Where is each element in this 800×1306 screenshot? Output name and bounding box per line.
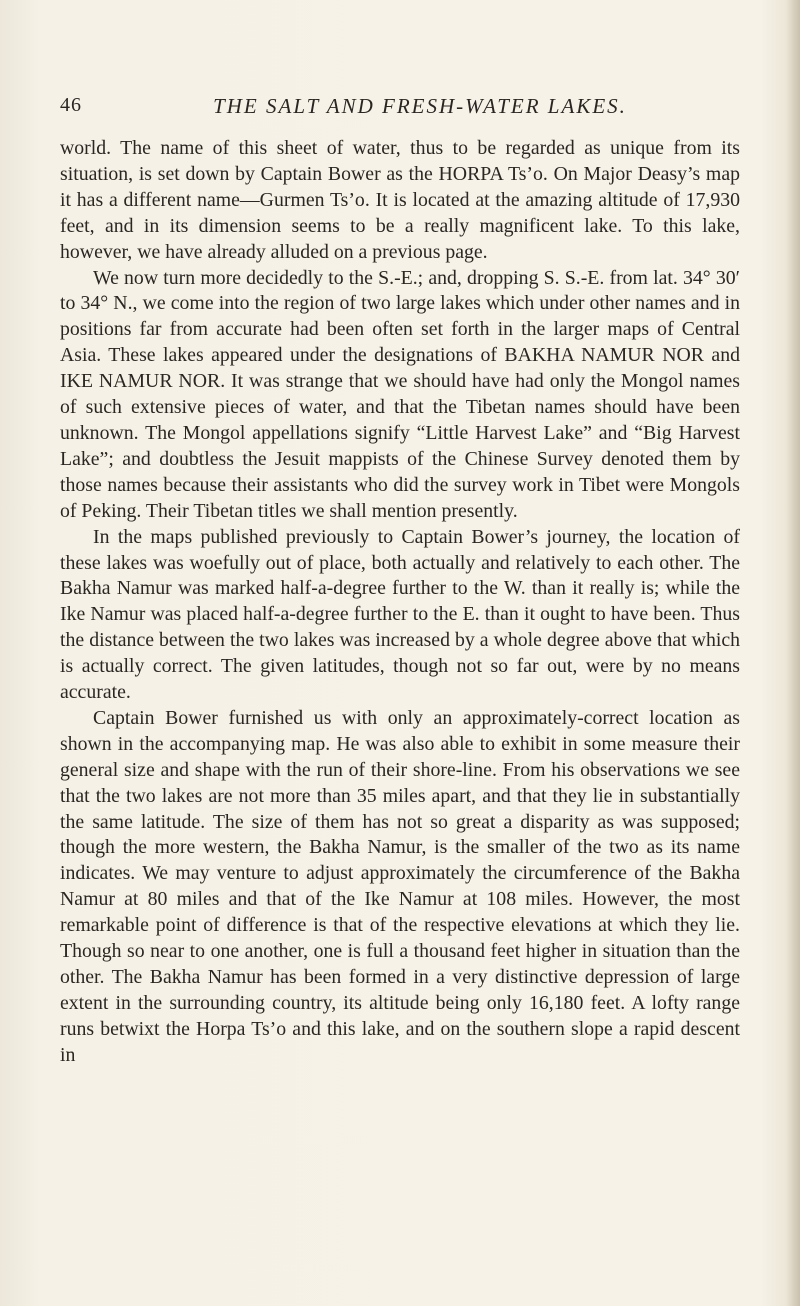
paragraph-2: We now turn more decidedly to the S.-E.; and, dropping S. S.-E. from lat. 34° 30′ to 34° N., we come into the region of two large lakes which under other names and in positions far from accurate had been often set forth in the larger maps of Central Asia. These lakes appeared under the designations of BAKHA NAMUR NOR and IKE NAMUR NOR. It was strange that we should have had only the Mongol names of such extensive pieces of water, and that the Tibetan names should have been unknown. The Mongol appellations signify “Little Harvest Lake” and “Big Harvest Lake”; and doubtless the Jesuit mappists of the Chinese Survey denoted them by those names because their assistants who did the survey work in Tibet were Mongols of Peking. Their Tibetan titles we shall mention presently. bbox=[60, 266, 740, 522]
paragraph-1: world. The name of this sheet of water, thus to be regarded as unique from its situation, is set down by Captain Bower as the HORPA Ts’o. On Major Deasy’s map it has a different name—Gurmen Ts’o. It is located at the amazing altitude of 17,930 feet, and in its dimension seems to be a really magnificent lake. To this lake, however, we have already alluded on a previous page. bbox=[60, 137, 740, 263]
page-edge-shadow bbox=[786, 0, 800, 1306]
page-number: 46 bbox=[60, 94, 82, 116]
paragraph-3: In the maps published previously to Captain Bower’s journey, the location of these lakes was woefully out of place, both actually and relatively to each other. The Bakha Namur was marked half-a-degree further to the W. than it really is; while the Ike Namur was placed half-a-degree further to the E. than it ought to have been. Thus the distance between the two lakes was increased by a whole degree above that which is actually correct. The given latitudes, though not so far out, were by no means accurate. bbox=[60, 525, 740, 704]
body-text bbox=[60, 136, 740, 1069]
running-head bbox=[60, 94, 740, 128]
running-title: THE SALT AND FRESH-WATER LAKES. bbox=[213, 94, 627, 118]
paragraph-4: Captain Bower furnished us with only an approximately-correct location as shown in the accompanying map. He was also able to exhibit in some measure their general size and shape with the run of their shore-line. From his observations we see that the two lakes are not more than 35 miles apart, and that they lie in substantially the same latitude. The size of them has not so great a disparity as was supposed; though the more western, the Bakha Namur, is the smaller of the two as its name indicates. We may venture to adjust approximately the circumference of the Bakha Namur at 80 miles and that of the Ike Namur at 108 miles. However, the most remarkable point of difference is that of the respective elevations at which they lie. Though so near to one another, one is full a thousand feet higher in situation than the other. The Bakha Namur has been formed in a very distinctive depression of large extent in the surrounding country, its altitude being only 16,180 feet. A lofty range runs betwixt the Horpa Ts’o and this lake, and on the southern slope a rapid descent in bbox=[60, 706, 740, 1066]
